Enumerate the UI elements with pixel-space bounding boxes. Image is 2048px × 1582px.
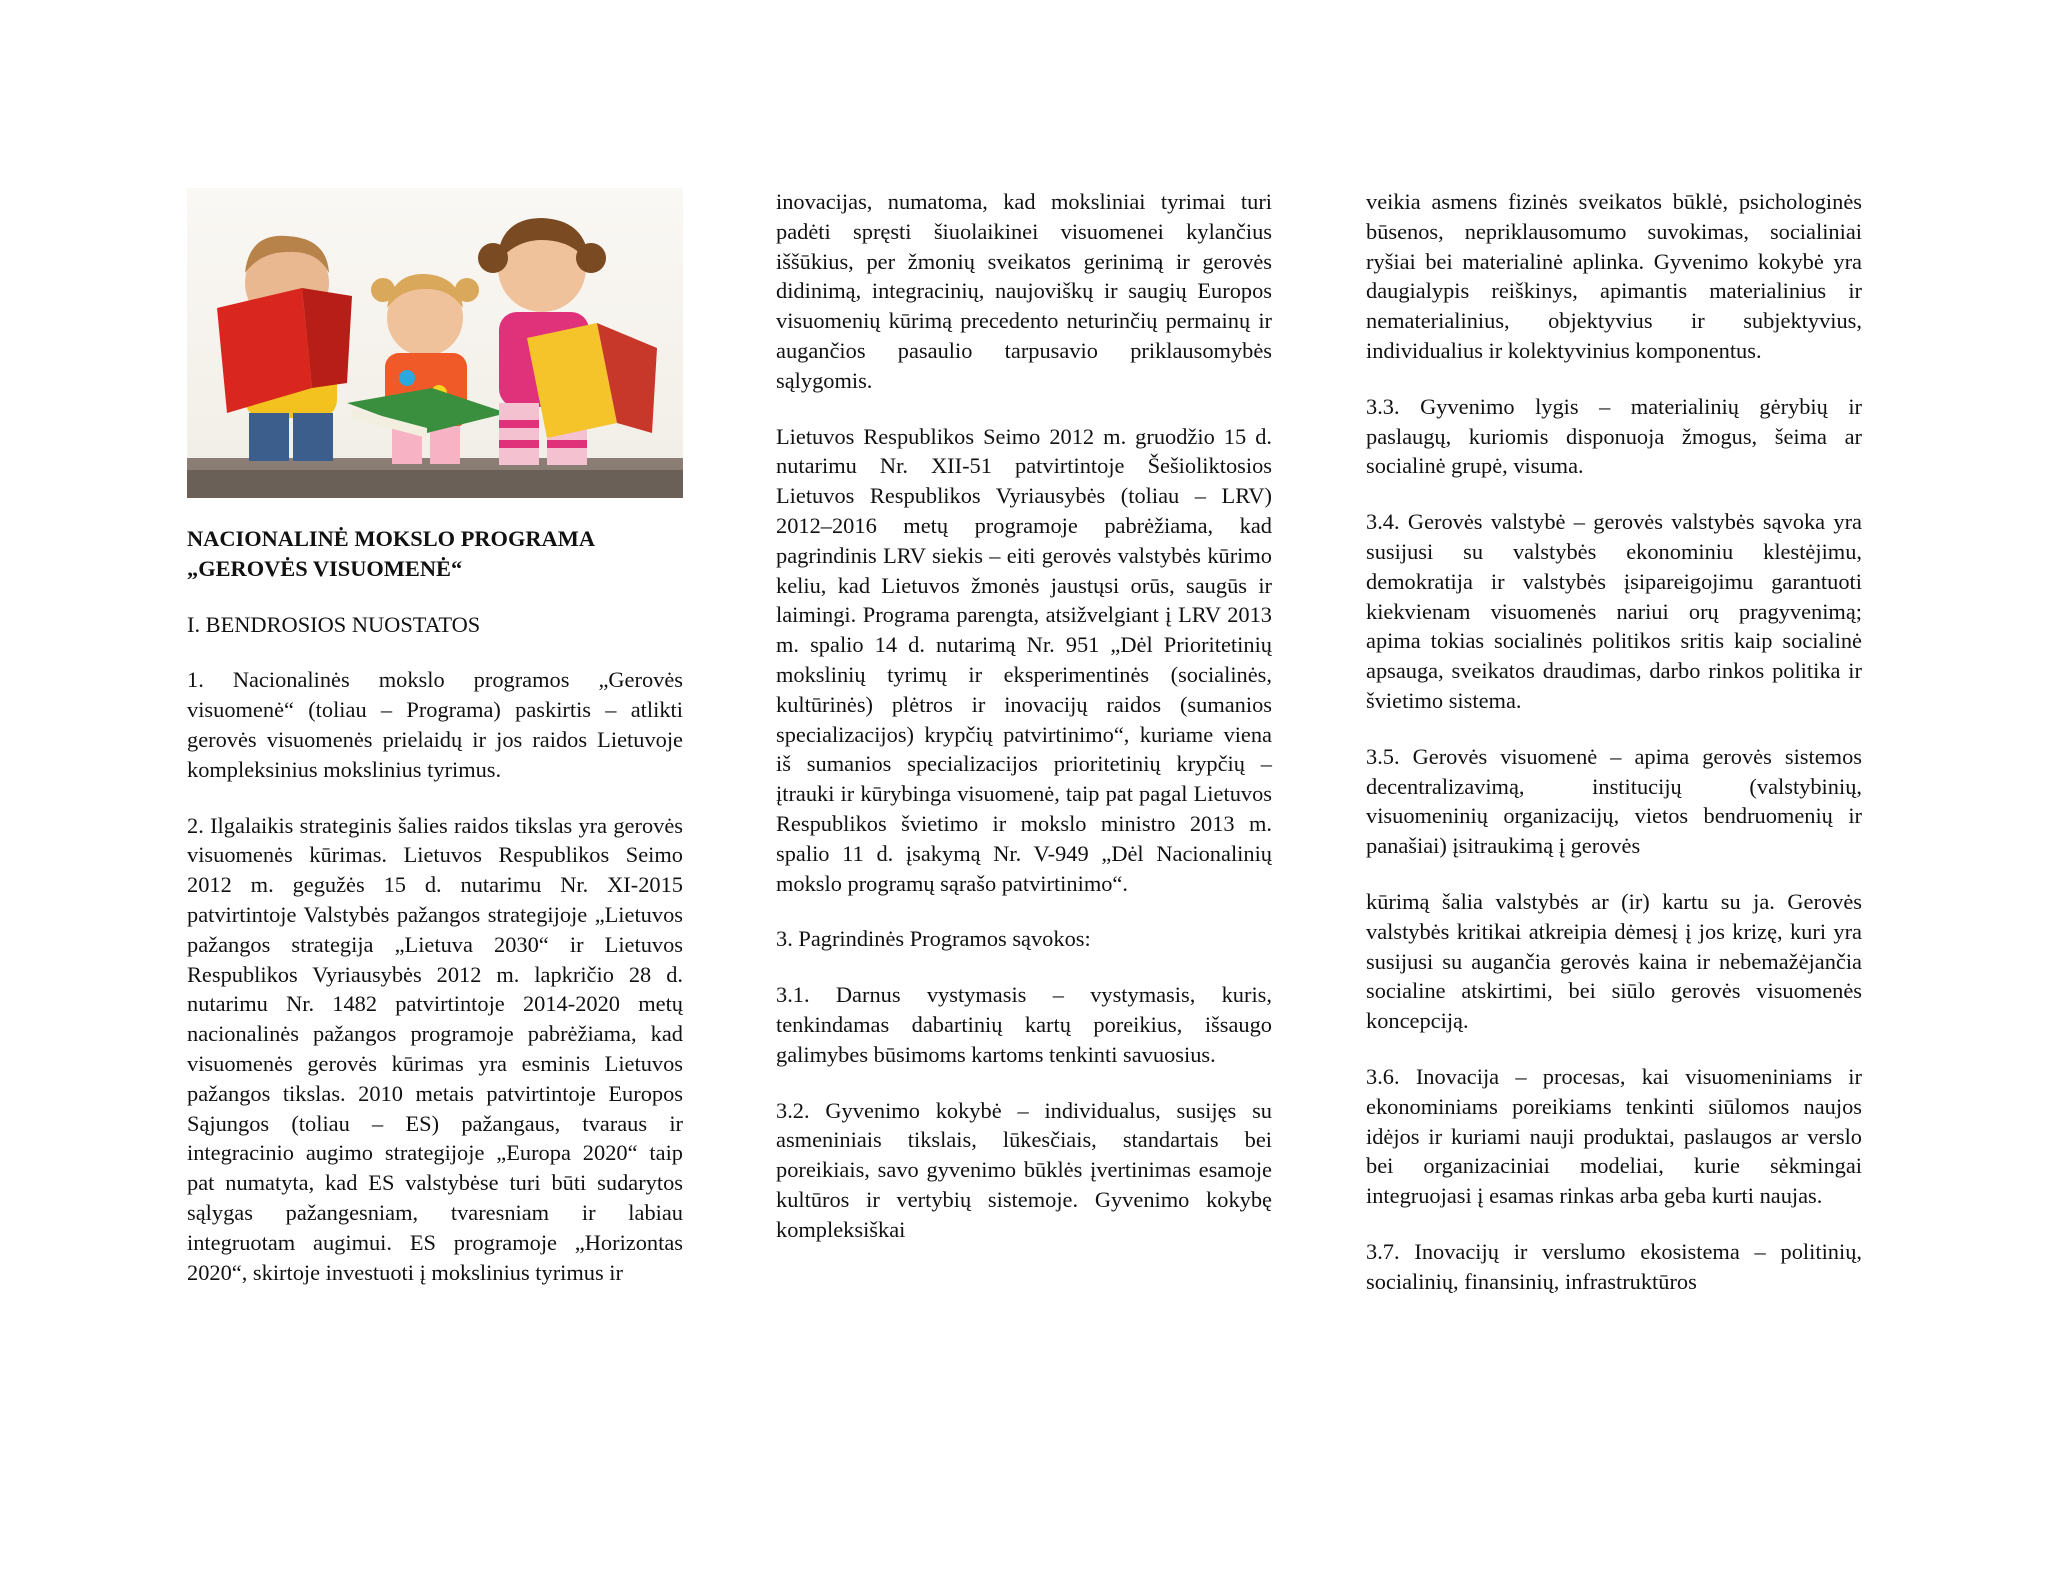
- paragraph-1: 1. Nacionalinės mokslo programos „Gerovės visuomenė“ (toliau – Programa) paskirtis – atlikti gerovės visuomenės prielaidų ir jos raidos Lietuvoje kompleksinius mokslinius tyrimus.: [187, 667, 683, 782]
- column-2: [776, 187, 1272, 1245]
- definition-3-5: 3.5. Gerovės visuomenė – apima gerovės sistemos decentralizavimą, institucijų (valstybinių, visuomeninių organizacijų, vietos bendruomenių ir panašiai) įsitraukimą į gerovės: [1366, 743, 1862, 859]
- definition-3-5-cont: kūrimą šalia valstybės ar (ir) kartu su ja. Gerovės valstybės kritikai atkreipia dėmesį į jos krizę, kuri yra susijusi su augančia gerovės kaina ir nebemažėjančia socialine atskirtimi, bei siūlo gerovės visuomenės koncepciją.: [1366, 888, 1862, 1034]
- definition-3-2-cont: veikia asmens fizinės sveikatos būklė, psichologinės būsenos, nepriklausomumo suvokimas, socialiniai ryšiai bei materialinė aplinka. Gyvenimo kokybė yra daugialypis reiškinys, apimantis materialinius ir nematerialinius, objektyvius ir subjektyvius, individualius ir kolektyvinius komponentus.: [1366, 189, 1862, 363]
- title-line-1: NACIONALINĖ MOKSLO PROGRAMA: [187, 526, 596, 551]
- paragraph-lrv: Lietuvos Respublikos Seimo 2012 m. gruodžio 15 d. nutarimu Nr. XII-51 patvirtintoje Šešioliktosios Lietuvos Respublikos Vyriausybės (toliau – LRV) 2012–2016 metų programoje pabrėžiama, kad pagrindinis LRV siekis – eiti gerovės valstybės kūrimo keliu, kad Lietuvos žmonės jaustųsi orūs, saugūs ir laimingi. Programa parengta, atsižvelgiant į LRV 2013 m. spalio 14 d. nutarimą Nr. 951 „Dėl Prioritetinių mokslinių tyrimų ir eksperimentinės (socialinės, kultūrinės) plėtros ir inovacijų raidos (sumanios specializacijos) krypčių patvirtinimo“, kuriame viena iš sumanios specializacijos prioritetinių krypčių – įtrauki ir kūrybinga visuomenė, taip pat pagal Lietuvos Respublikos švietimo ir mokslo ministro 2013 m. spalio 11 d. įsakymą Nr. V-949 „Dėl Nacionalinių mokslo programų sąrašo patvirtinimo“.: [776, 423, 1272, 896]
- paragraph-2-cont: inovacijas, numatoma, kad moksliniai tyrimai turi padėti spręsti šiuolaikinei visuomenei kylančius iššūkius, per žmonių sveikatos gerinimą ir gerovės didinimą, integracinių, naujoviškų ir saugių Europos visuomenių kūrimą precedento neturinčių permainų ir augančios pasaulio tarpusavio priklausomybės sąlygomis.: [776, 189, 1272, 393]
- definition-3-2: 3.2. Gyvenimo kokybė – individualus, susijęs su asmeniniais tikslais, lūkesčiais, standartais bei poreikiais, savo gyvenimo būklės įvertinimas esamoje kultūros ir vertybių sistemoje. Gyvenimo kokybę kompleksiškai: [776, 1097, 1272, 1242]
- definition-3-4: 3.4. Gerovės valstybė – gerovės valstybės sąvoka yra susijusi su valstybės ekonominiu klestėjimu, demokratija ir valstybės įsipareigojimu garantuoti kiekvienam visuomenės nariui orų pragyvenimą; apima tokias socialinės politikos sritis kaip socialinė apsauga, sveikatos draudimas, darbo rinkos politika ir švietimo sistema.: [1366, 509, 1862, 713]
- program-title: [187, 524, 683, 584]
- children-reading-photo: [187, 188, 683, 498]
- definition-3-6: 3.6. Inovacija – procesas, kai visuomeniniams ir ekonominiams poreikiams tenkinti siūlomos naujos idėjos ir kuriami nauji produktai, paslaugos ar verslo bei organizaciniai modeliai, kurie sėkmingai integruojasi į esamas rinkas arba geba kurti naujas.: [1366, 1063, 1862, 1209]
- column-1: [187, 188, 683, 1287]
- paragraph-2: 2. Ilgalaikis strateginis šalies raidos tikslas yra gerovės visuomenės kūrimas. Lietuvos Respublikos Seimo 2012 m. gegužės 15 d. nutarimu Nr. XI-2015 patvirtintoje Valstybės pažangos strategijoje „Lietuvos pažangos strategija „Lietuva 2030“ ir Lietuvos Respublikos Vyriausybės 2012 m. lapkričio 28 d. nutarimu Nr. 1482 patvirtintoje 2014-2020 metų nacionalinės pažangos programoje pabrėžiama, kad visuomenės gerovės kūrimas yra esminis Lietuvos pažangos tikslas. 2010 metais patvirtintoje Europos Sąjungos (toliau – ES) pažangaus, tvaraus ir integracinio augimo strategijoje „Europa 2020“ taip pat numatyta, kad ES valstybėse turi būti sudarytos sąlygas pažangesniam, tvaresniam ir labiau integruotam augimui. ES programoje „Horizontas 2020“, skirtoje investuoti į mokslinius tyrimus ir: [187, 812, 683, 1285]
- definition-3-3: 3.3. Gyvenimo lygis – materialinių gėrybių ir paslaugų, kuriomis disponuoja žmogus, šeima ar socialinė grupė, visuma.: [1366, 393, 1862, 479]
- column-3: [1366, 187, 1862, 1297]
- title-line-2: „GEROVĖS VISUOMENĖ“: [187, 555, 463, 581]
- section-heading: I. BENDROSIOS NUOSTATOS: [187, 611, 481, 637]
- definition-3-7: 3.7. Inovacijų ir verslumo ekosistema – politinių, socialinių, finansinių, infrastruktūros: [1366, 1238, 1862, 1294]
- concepts-heading: 3. Pagrindinės Programos sąvokos:: [776, 926, 1091, 952]
- definition-3-1: 3.1. Darnus vystymasis – vystymasis, kuris, tenkindamas dabartinių kartų poreikius, išsaugo galimybes būsimoms kartoms tenkinti savuosius.: [776, 982, 1272, 1067]
- children-reading-illustration: [187, 188, 683, 498]
